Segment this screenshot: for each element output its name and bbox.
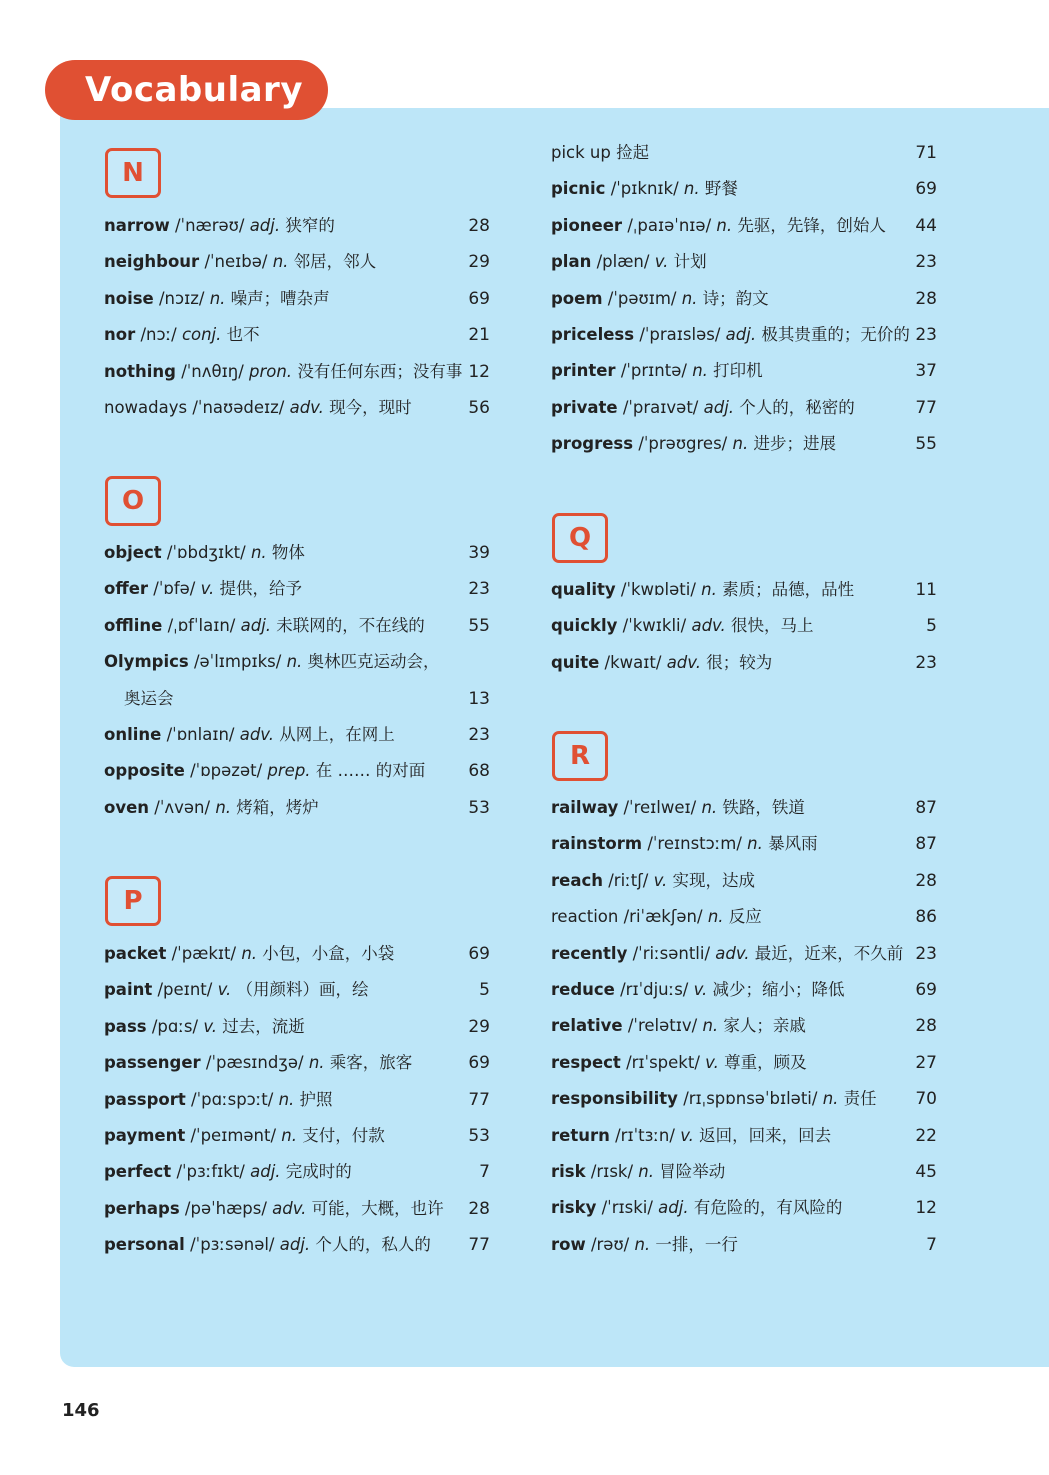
vocab-word: passport <box>104 1089 186 1109</box>
vocab-page-ref: 29 <box>468 252 490 273</box>
vocab-part-of-speech: adv. <box>289 398 324 417</box>
vocab-entry <box>104 575 302 603</box>
vocab-meaning: 可能，大概，也许 <box>311 1198 444 1218</box>
vocab-page-ref: 77 <box>468 1089 490 1110</box>
vocab-meaning: 支付，付款 <box>302 1126 385 1145</box>
vocab-meaning: 物体 <box>271 543 305 562</box>
vocab-word: risky <box>551 1198 597 1218</box>
vocab-pronunciation: /ˈnærəʊ/ <box>174 216 245 235</box>
vocab-entry <box>551 394 855 422</box>
vocab-entry <box>551 1012 806 1040</box>
vocab-word: perfect <box>104 1162 172 1182</box>
vocab-pronunciation: /ˈɒnlaɪn/ <box>166 725 235 744</box>
vocab-word: private <box>551 397 618 417</box>
vocab-entry <box>104 721 395 749</box>
vocab-page-ref: 77 <box>915 397 937 418</box>
vocab-word: row <box>551 1234 586 1254</box>
vocab-entry <box>551 1085 877 1113</box>
vocab-entry <box>104 940 394 968</box>
vocab-meaning: 暴风雨 <box>768 834 818 854</box>
vocab-word: offer <box>104 579 149 599</box>
vocab-part-of-speech: v. <box>693 980 708 999</box>
vocab-part-of-speech: adv. <box>691 616 726 636</box>
vocab-entry <box>104 1122 385 1150</box>
vocab-word: picnic <box>551 179 606 199</box>
vocab-meaning: 现今，现时 <box>329 398 412 417</box>
vocab-part-of-speech: n. <box>701 798 718 817</box>
vocab-page-ref: 22 <box>915 1125 937 1146</box>
vocab-pronunciation: /ˈpɑːspɔːt/ <box>191 1089 274 1109</box>
vocab-pronunciation: /ˈpraɪvət/ <box>622 397 699 417</box>
vocab-page-ref: 23 <box>468 579 490 600</box>
vocab-pronunciation: /ˈʌvən/ <box>154 797 211 817</box>
vocab-word: relative <box>551 1016 623 1036</box>
vocab-page-ref: 71 <box>915 143 937 163</box>
vocab-meaning: 铁路，铁道 <box>722 798 805 817</box>
vocab-part-of-speech: adv. <box>666 652 701 672</box>
vocab-part-of-speech: n. <box>747 834 763 854</box>
vocab-meaning: 护照 <box>299 1089 333 1109</box>
vocab-page-ref: 12 <box>468 361 490 382</box>
vocab-meaning: 乘客，旅客 <box>329 1053 413 1073</box>
vocab-entry <box>104 539 305 567</box>
vocab-word: pick up <box>551 143 611 162</box>
vocab-page-ref: 21 <box>468 325 490 346</box>
vocab-entry <box>104 248 376 276</box>
vocab-page-ref: 39 <box>468 543 490 563</box>
vocab-part-of-speech: n. <box>308 1053 325 1073</box>
vocab-part-of-speech: n. <box>278 1089 295 1109</box>
vocab-word: risk <box>551 1162 586 1181</box>
vocab-page-ref: 45 <box>915 1162 937 1182</box>
vocab-meaning-continued: 奥运会 <box>124 688 174 708</box>
page-title: Vocabulary <box>45 60 328 120</box>
vocab-entry <box>104 1013 305 1041</box>
section-letter-n: N <box>105 148 161 198</box>
vocab-part-of-speech: prep. <box>267 761 311 781</box>
vocab-pronunciation: /pəˈhæps/ <box>184 1198 267 1218</box>
vocab-part-of-speech: n. <box>250 543 267 562</box>
vocab-pronunciation: /ˈɒbdʒɪkt/ <box>166 543 246 562</box>
vocab-part-of-speech: n. <box>683 179 700 199</box>
vocab-part-of-speech: adj. <box>658 1198 689 1218</box>
vocab-pronunciation: /pɑːs/ <box>151 1016 199 1036</box>
vocab-word: reach <box>551 870 603 890</box>
vocab-pronunciation: /ˈnaʊədeɪz/ <box>192 398 285 417</box>
vocab-word: railway <box>551 798 619 817</box>
vocab-entry <box>104 648 440 676</box>
vocab-part-of-speech: adv. <box>715 943 750 963</box>
vocab-page-ref: 55 <box>915 434 937 455</box>
vocab-pronunciation: /ˈpɜːsənəl/ <box>190 1235 275 1255</box>
vocab-word: return <box>551 1125 610 1145</box>
vocab-meaning: 很快，马上 <box>730 616 814 636</box>
vocab-page-ref: 56 <box>468 398 490 418</box>
vocab-word: printer <box>551 361 616 381</box>
vocab-word: noise <box>104 288 154 308</box>
vocab-entry <box>104 1158 352 1186</box>
vocab-pronunciation: /ˈɒpəzət/ <box>190 761 263 781</box>
vocab-part-of-speech: adv. <box>239 725 274 744</box>
vocab-word: packet <box>104 944 167 963</box>
vocab-word: reaction <box>551 907 619 927</box>
vocab-pronunciation: /ˈprɪntə/ <box>620 361 687 381</box>
vocab-entry <box>104 358 462 386</box>
vocab-pronunciation: /ˈneɪbə/ <box>204 252 268 272</box>
vocab-page-ref: 23 <box>468 725 490 745</box>
vocab-page-ref: 69 <box>915 179 937 200</box>
vocab-entry <box>104 1086 333 1114</box>
vocab-part-of-speech: adj. <box>279 1235 311 1255</box>
vocab-word: pass <box>104 1016 147 1036</box>
vocab-meaning: 最近，近来，不久前 <box>754 943 904 963</box>
vocab-pronunciation: /ˌɒfˈlaɪn/ <box>167 615 236 635</box>
vocab-meaning: 责任 <box>843 1089 877 1109</box>
vocab-word: plan <box>551 252 592 272</box>
vocab-part-of-speech: n. <box>707 907 724 927</box>
vocab-page-ref: 68 <box>468 761 490 782</box>
vocab-meaning: 也不 <box>226 325 260 345</box>
vocab-pronunciation: /ˌpaɪəˈnɪə/ <box>627 215 712 235</box>
vocab-page-ref: 28 <box>915 1016 937 1037</box>
vocab-part-of-speech: n. <box>638 1162 654 1181</box>
vocab-word: paint <box>104 980 153 1000</box>
vocab-page-ref: 7 <box>479 1162 490 1183</box>
vocab-meaning: 野餐 <box>704 179 738 199</box>
vocab-entry <box>551 248 707 276</box>
page-number: 146 <box>62 1400 100 1421</box>
vocab-meaning: 小包，小盒，小袋 <box>262 944 395 963</box>
vocab-meaning: 计划 <box>673 252 707 272</box>
vocab-pronunciation: /rɪˌspɒnsəˈbɪləti/ <box>683 1089 818 1109</box>
vocab-word: nowadays <box>104 398 188 417</box>
vocab-page-ref: 70 <box>915 1089 937 1110</box>
vocab-entry <box>551 1049 807 1077</box>
vocab-part-of-speech: conj. <box>181 325 222 345</box>
vocab-entry <box>551 940 903 968</box>
vocab-part-of-speech: v. <box>200 579 215 599</box>
vocab-page-ref: 87 <box>915 834 937 855</box>
vocab-part-of-speech: adj. <box>249 216 281 235</box>
vocab-page-ref: 69 <box>915 980 937 1000</box>
vocab-meaning: 减少；缩小；降低 <box>712 980 845 999</box>
section-letter-o: O <box>105 476 161 526</box>
vocab-pronunciation: /ˈpɜːfɪkt/ <box>176 1162 245 1182</box>
vocab-entry <box>104 1049 412 1077</box>
vocab-word: progress <box>551 434 634 454</box>
vocab-entry <box>551 1122 831 1150</box>
vocab-pronunciation: /ˈkwɒləti/ <box>620 580 696 599</box>
vocab-pronunciation: /ˈriːsəntli/ <box>632 943 711 963</box>
vocab-page-ref: 23 <box>915 252 937 273</box>
vocab-part-of-speech: n. <box>681 288 698 308</box>
vocab-word: rainstorm <box>551 834 643 854</box>
vocab-page-ref: 23 <box>915 325 937 345</box>
vocab-meaning: 素质；品德，品性 <box>722 580 855 599</box>
vocab-page-ref: 23 <box>915 943 937 964</box>
vocab-pronunciation: /peɪnt/ <box>157 980 213 1000</box>
vocab-word: passenger <box>104 1053 201 1073</box>
vocab-meaning: 未联网的，不在线的 <box>276 615 425 635</box>
vocab-part-of-speech: pron. <box>249 361 293 381</box>
vocab-meaning: 极其贵重的；无价的 <box>761 325 910 344</box>
vocab-entry <box>104 285 330 313</box>
vocab-word: perhaps <box>104 1198 180 1218</box>
vocab-part-of-speech: n. <box>209 288 226 308</box>
vocab-meaning: 烤箱，烤炉 <box>236 797 319 817</box>
vocab-page-ref: 12 <box>915 1198 937 1219</box>
vocab-page-ref: 28 <box>468 216 490 236</box>
vocab-pronunciation: /ˈnʌθɪŋ/ <box>181 361 244 381</box>
vocab-meaning: 提供，给予 <box>219 579 303 599</box>
vocab-part-of-speech: adj. <box>240 615 272 635</box>
vocab-meaning: （用颜料）画，绘 <box>236 980 369 1000</box>
vocab-part-of-speech: n. <box>692 361 708 381</box>
vocab-meaning: 返回，回来，回去 <box>699 1125 832 1145</box>
vocab-page-ref: 11 <box>915 580 937 600</box>
vocab-part-of-speech: n. <box>634 1234 651 1254</box>
vocab-word: pioneer <box>551 215 623 235</box>
vocab-pronunciation: /ˈrelətɪv/ <box>627 1016 698 1036</box>
vocab-meaning: 打印机 <box>713 361 763 381</box>
vocab-part-of-speech: n. <box>281 1126 297 1145</box>
vocab-part-of-speech: adj. <box>250 1162 281 1182</box>
vocab-part-of-speech: v. <box>654 252 669 272</box>
vocab-word: nor <box>104 325 136 345</box>
vocab-meaning: 诗；韵文 <box>702 288 769 308</box>
vocab-entry <box>104 1231 431 1259</box>
vocab-meaning: 实现，达成 <box>672 870 755 890</box>
vocab-entry <box>551 976 845 1004</box>
vocab-pronunciation: /ˈpɪknɪk/ <box>610 179 679 199</box>
vocab-part-of-speech: n. <box>732 434 749 454</box>
vocab-entry <box>551 321 910 349</box>
vocab-pronunciation: /ˈpraɪsləs/ <box>639 325 721 344</box>
vocab-meaning: 奥林匹克运动会， <box>307 652 440 672</box>
vocab-word: responsibility <box>551 1089 678 1109</box>
vocab-page-ref: 5 <box>479 980 490 1001</box>
vocab-meaning: 过去，流逝 <box>222 1016 305 1036</box>
vocab-part-of-speech: n. <box>701 580 717 599</box>
vocab-page-ref: 5 <box>926 616 937 637</box>
vocab-page-ref: 53 <box>468 797 490 818</box>
vocab-pronunciation: /rɪˈtɜːn/ <box>615 1125 675 1145</box>
vocab-meaning: 进步；进展 <box>753 434 836 454</box>
vocab-word: object <box>104 543 162 562</box>
vocab-page-ref: 7 <box>926 1234 937 1255</box>
vocab-word: narrow <box>104 216 170 235</box>
vocab-page-ref: 29 <box>468 1016 490 1037</box>
vocab-pronunciation: /nɔɪz/ <box>159 288 205 308</box>
vocab-part-of-speech: v. <box>203 1016 217 1036</box>
vocab-part-of-speech: adv. <box>272 1198 307 1218</box>
vocab-page-ref: 28 <box>915 288 937 309</box>
vocab-entry <box>104 321 260 349</box>
vocab-page-ref: 37 <box>915 361 937 382</box>
vocab-meaning: 个人的，私人的 <box>315 1235 431 1255</box>
vocab-entry <box>551 612 813 640</box>
vocab-meaning: 先驱，先锋，创始人 <box>737 215 886 235</box>
vocab-entry <box>104 212 335 240</box>
vocab-pronunciation: /ˈɒfə/ <box>153 579 196 599</box>
vocab-entry <box>104 757 425 785</box>
vocab-page-ref: 44 <box>915 215 937 236</box>
vocab-meaning: 有危险的，有风险的 <box>693 1198 843 1218</box>
vocab-entry <box>551 794 805 822</box>
vocab-pronunciation: /riˈækʃən/ <box>623 907 703 927</box>
vocab-pronunciation: /ˈprəʊgres/ <box>638 434 728 454</box>
vocab-pronunciation: /ˈkwɪkli/ <box>622 616 687 636</box>
vocab-part-of-speech: v. <box>680 1125 694 1145</box>
vocab-page-ref: 23 <box>915 652 937 673</box>
vocab-word: Olympics <box>104 652 189 672</box>
vocab-pronunciation: /ˈreɪlweɪ/ <box>623 798 697 817</box>
vocab-entry <box>104 612 425 640</box>
vocab-pronunciation: /ˈpəʊɪm/ <box>607 288 677 308</box>
vocab-meaning: 一排，一行 <box>655 1234 738 1254</box>
vocab-part-of-speech: n. <box>272 252 289 272</box>
vocab-page-ref: 69 <box>468 1053 490 1074</box>
vocab-meaning: 在 …… 的对面 <box>315 761 426 781</box>
vocab-page-ref: 77 <box>468 1235 490 1256</box>
vocab-page-ref: 28 <box>915 870 937 891</box>
vocab-part-of-speech: n. <box>716 215 733 235</box>
vocab-pronunciation: /əˈlɪmpɪks/ <box>193 652 282 672</box>
vocab-entry <box>551 903 762 931</box>
vocab-pronunciation: /kwaɪt/ <box>604 652 662 672</box>
vocab-meaning: 个人的，秘密的 <box>739 397 855 417</box>
vocab-part-of-speech: v. <box>217 980 232 1000</box>
vocab-word: payment <box>104 1126 186 1145</box>
vocab-entry <box>551 830 818 858</box>
vocab-meaning: 尊重，顾及 <box>724 1052 807 1072</box>
vocab-word: oven <box>104 797 150 817</box>
vocab-entry <box>551 430 836 458</box>
vocab-entry <box>104 1195 444 1223</box>
vocab-word: recently <box>551 943 628 963</box>
section-letter-r: R <box>552 731 608 781</box>
vocab-meaning: 完成时的 <box>285 1162 352 1182</box>
vocab-word: opposite <box>104 761 185 781</box>
vocab-part-of-speech: v. <box>705 1052 719 1072</box>
vocab-meaning: 捡起 <box>616 143 650 162</box>
vocab-meaning: 从网上，在网上 <box>279 725 395 744</box>
vocab-pronunciation: /riːtʃ/ <box>608 870 649 890</box>
vocab-word: quite <box>551 652 600 672</box>
vocab-word: poem <box>551 288 603 308</box>
vocab-meaning: 狭窄的 <box>285 216 335 235</box>
section-letter-p: P <box>105 876 161 926</box>
vocab-pronunciation: /ˈpeɪmənt/ <box>190 1126 277 1145</box>
vocab-pronunciation: /ˈreɪnstɔːm/ <box>647 834 742 854</box>
vocab-pronunciation: /rɪˈdjuːs/ <box>620 980 689 999</box>
vocab-word: neighbour <box>104 252 200 272</box>
vocab-meaning: 没有任何东西；没有事 <box>297 361 463 381</box>
vocab-pronunciation: /rɪˈspekt/ <box>626 1052 700 1072</box>
vocab-meaning: 反应 <box>728 907 762 927</box>
vocab-pronunciation: /ˈpæsɪndʒə/ <box>205 1053 304 1073</box>
vocab-part-of-speech: n. <box>215 797 232 817</box>
vocab-entry <box>104 394 412 422</box>
vocab-page-ref: 13 <box>468 688 490 709</box>
vocab-page-ref: 27 <box>915 1052 937 1073</box>
vocab-word: respect <box>551 1052 621 1072</box>
vocab-pronunciation: /ˈpækɪt/ <box>171 944 237 963</box>
vocab-entry <box>551 576 854 604</box>
vocab-page-ref: 55 <box>468 615 490 636</box>
vocab-entry <box>551 1158 725 1186</box>
vocab-word: personal <box>104 1235 185 1255</box>
vocab-meaning: 很；较为 <box>706 652 773 672</box>
vocab-entry <box>551 139 649 167</box>
vocab-entry <box>551 649 772 677</box>
vocab-part-of-speech: adj. <box>725 325 757 344</box>
vocab-word: online <box>104 725 162 744</box>
section-letter-q: Q <box>552 513 608 563</box>
vocab-word: offline <box>104 615 163 635</box>
vocab-entry <box>104 976 368 1004</box>
vocab-meaning: 家人；亲戚 <box>723 1016 806 1036</box>
vocab-word: quickly <box>551 616 618 636</box>
vocab-entry <box>551 285 769 313</box>
vocab-pronunciation: /rəʊ/ <box>590 1234 630 1254</box>
vocab-part-of-speech: n. <box>702 1016 719 1036</box>
vocab-entry <box>551 867 755 895</box>
vocab-part-of-speech: v. <box>653 870 668 890</box>
vocab-word: reduce <box>551 980 615 999</box>
vocab-page-ref: 69 <box>468 288 490 309</box>
vocab-page-ref: 86 <box>915 907 937 928</box>
vocab-part-of-speech: n. <box>822 1089 839 1109</box>
vocab-entry <box>551 1194 842 1222</box>
vocab-meaning: 噪声；嘈杂声 <box>230 288 330 308</box>
vocab-part-of-speech: n. <box>241 944 258 963</box>
vocab-entry <box>551 1231 738 1259</box>
vocab-part-of-speech: adj. <box>703 397 735 417</box>
vocab-word: priceless <box>551 325 635 344</box>
vocab-entry <box>551 175 738 203</box>
vocab-part-of-speech: n. <box>286 652 303 672</box>
vocab-page-ref: 53 <box>468 1126 490 1146</box>
vocab-page-ref: 28 <box>468 1198 490 1219</box>
vocab-pronunciation: /ˈrɪski/ <box>601 1198 653 1218</box>
vocab-entry <box>551 357 763 385</box>
vocab-meaning: 邻居，邻人 <box>293 252 377 272</box>
vocab-pronunciation: /rɪsk/ <box>590 1162 634 1181</box>
vocab-meaning: 冒险举动 <box>659 1162 726 1181</box>
vocab-entry <box>551 212 886 240</box>
vocab-pronunciation: /nɔː/ <box>140 325 177 345</box>
vocab-page-ref: 69 <box>468 944 490 964</box>
vocab-pronunciation: /plæn/ <box>596 252 650 272</box>
vocab-entry <box>104 794 319 822</box>
vocab-word: nothing <box>104 361 176 381</box>
vocab-page-ref: 87 <box>915 798 937 818</box>
vocab-word: quality <box>551 580 616 599</box>
